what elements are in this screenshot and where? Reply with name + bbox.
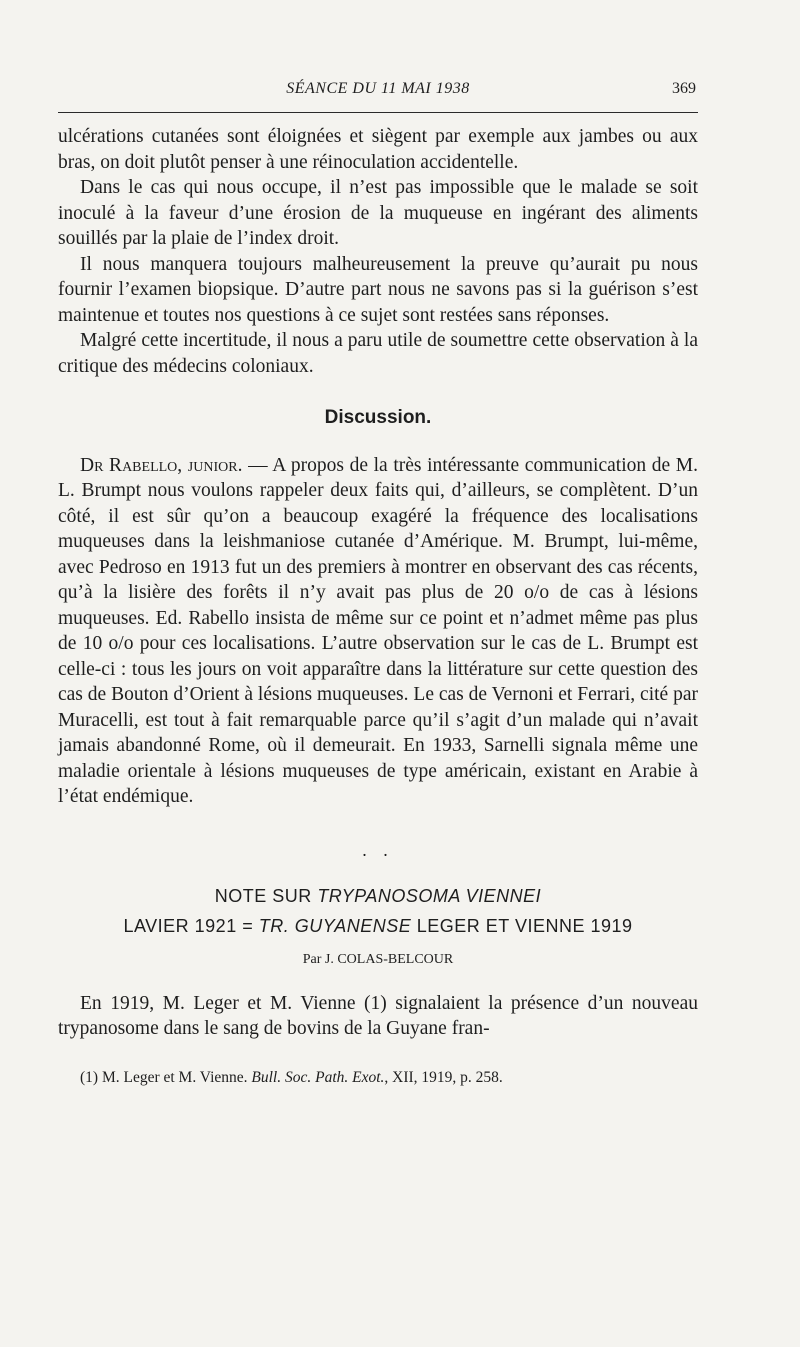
page-number: 369 — [672, 80, 696, 97]
note-title — [58, 881, 698, 941]
note-title-line-1: NOTE SUR TRYPANOSOMA VIENNEI — [214, 886, 542, 906]
footnote: (1) M. Leger et M. Vienne. Bull. Soc. Path. Exot., XII, 1919, p. 258. — [80, 1068, 503, 1086]
discussion-speaker: Dr Rabello, junior. — [80, 454, 243, 476]
note-author: Par J. COLAS-BELCOUR — [302, 952, 454, 967]
discussion-paragraph — [58, 453, 698, 810]
discussion-title: Discussion. — [324, 407, 432, 428]
paragraph: Il nous manquera toujours malheureusement la preuve qu’aurait pu nous fournir l’examen biopsique. D’autre part nous ne savons pas si la guérison s’est maintenue et toutes nos questions à ce sujet sont restées sans réponses. — [58, 253, 698, 326]
section-separator: . . — [362, 839, 394, 860]
note-paragraph: En 1919, M. Leger et M. Vienne (1) signalaient la présence d’un nouveau trypanosome dans le sang de bovins de la Guyane fran- — [58, 992, 698, 1039]
discussion-text: — A propos de la très intéressante communication de M. L. Brumpt nous voulons rappeler deux faits qui, d’ailleurs, se complètent. D’un côté, il est sûr qu’on a beaucoup exagéré la fréquence des localisations muqueuses dans la leishmaniose cutanée d’Amérique. M. Brumpt, lui-même, avec Pedroso en 1913 fut un des premiers à montrer en observant des cas récents, qu’à la lisière des forêts il n’y avait pas plus de 20 o/o de cas à lésions muqueuses. Ed. Rabello insista de même sur ce point et n’admet même pas plus de 10 o/o pour ces localisations. L’autre observation sur le cas de L. Brumpt est celle-ci : tous les jours on voit apparaître dans la littérature sur cette question des cas de Bouton d’Orient à lésions muqueuses. Le cas de Vernoni et Ferrari, cité par Muracelli, est tout à fait remarquable parce qu’il s’agit d’un malade qui n’avait jamais abandonné Rome, où il demeurait. En 1933, Sarnelli signala même une maladie orientale à lésions muqueuses de type américain, existant en Arabie à l’état endémique. — [58, 454, 699, 807]
paragraph: Malgré cette incertitude, il nous a paru utile de soumettre cette observation à la critique des médecins coloniaux. — [58, 330, 698, 377]
page-header — [58, 78, 698, 113]
note-title-line-2: LAVIER 1921 = TR. GUYANENSE LEGER ET VIENNE 1919 — [123, 916, 633, 936]
paragraph: ulcérations cutanées sont éloignées et siègent par exemple aux jambes ou aux bras, on doit plutôt penser à une réinoculation accidentelle. — [58, 126, 698, 173]
body-text — [58, 124, 698, 1088]
paragraph: Dans le cas qui nous occupe, il n’est pas impossible que le malade se soit inoculé à la faveur d’une érosion de la muqueuse en ingérant des aliments souillés par la plaie de l’index droit. — [58, 177, 698, 249]
running-title: SÉANCE DU 11 MAI 1938 — [286, 80, 470, 97]
